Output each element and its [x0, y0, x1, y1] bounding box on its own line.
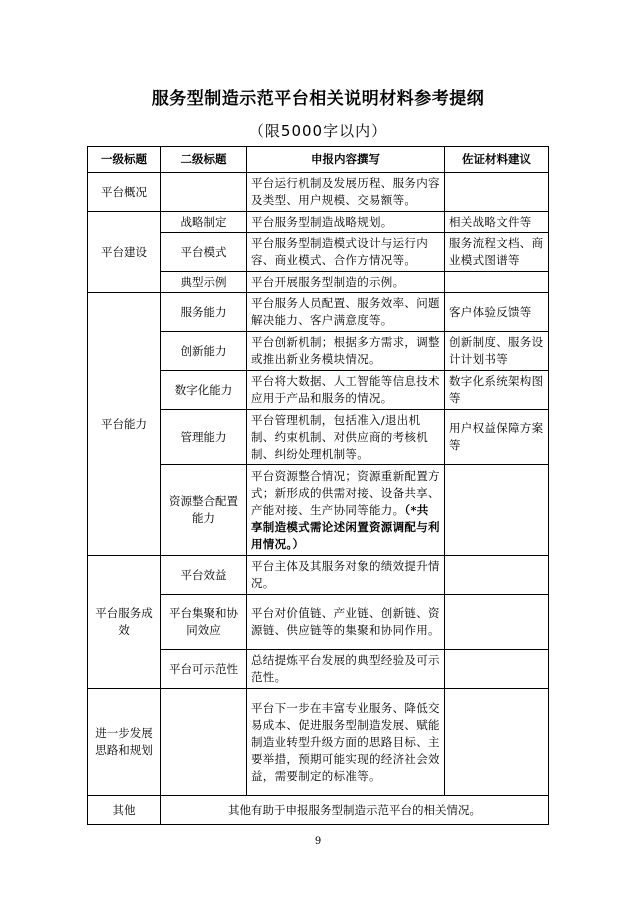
- page-title: 服务型制造示范平台相关说明材料参考提纲: [151, 89, 485, 109]
- page-subtitle: （限5000字以内）: [248, 122, 388, 140]
- content-cell: 平台运行机制及发展历程、服务内容及类型、用户规模、交易额等。: [247, 173, 445, 212]
- level1-cell: 平台能力: [88, 293, 161, 556]
- level2-cell: 平台集聚和协同效应: [161, 595, 247, 650]
- header-content: 申报内容撰写: [247, 147, 445, 173]
- level2-cell: 资源整合配置能力: [161, 465, 247, 556]
- level2-cell: 战略制定: [161, 212, 247, 233]
- content-cell: 平台下一步在丰富专业服务、降低交易成本、促进服务型制造发展、赋能制造业转型升级方面的思路目标、主要举措，预期可能实现的经济社会效益，需要制定的标准等。: [247, 689, 445, 796]
- table-row: [88, 689, 549, 796]
- content-cell: 平台服务型制造模式设计与运行内容、商业模式、合作方情况等。: [247, 233, 445, 272]
- table-row: [88, 293, 549, 332]
- resource-content: 平台资源整合情况；资源重新配置方式；新形成的供需对接、设备共享、产能对接、生产协同等能力。: [251, 468, 440, 517]
- content-cell: 平台主体及其服务对象的绩效提升情况。: [247, 556, 445, 595]
- content-cell: 总结提炼平台发展的典型经验及可示范性。: [247, 650, 445, 689]
- evidence-cell: [445, 465, 549, 556]
- evidence-cell: [445, 272, 549, 293]
- evidence-cell: 数字化系统架构图等: [445, 371, 549, 410]
- header-level2: 二级标题: [161, 147, 247, 173]
- table-row: [88, 173, 549, 212]
- level1-cell: 平台建设: [88, 212, 161, 293]
- shared-manufacturing-note: （*共享制造模式需论述闲置资源调配与利用情况。）: [251, 502, 440, 551]
- level2-cell: 管理能力: [161, 410, 247, 465]
- level2-cell: 平台可示范性: [161, 650, 247, 689]
- content-cell: 平台服务型制造战略规划。: [247, 212, 445, 233]
- content-cell: 平台对价值链、产业链、创新链、资源链、供应链等的集聚和协同作用。: [247, 595, 445, 650]
- evidence-cell: 客户体验反馈等: [445, 293, 549, 332]
- evidence-cell: [445, 650, 549, 689]
- content-cell: 平台开展服务型制造的示例。: [247, 272, 445, 293]
- evidence-cell: [445, 595, 549, 650]
- evidence-cell: 服务流程文档、商业模式图谱等: [445, 233, 549, 272]
- level1-cell: 平台概况: [88, 173, 161, 212]
- table-row: [88, 212, 549, 233]
- content-cell: 其他有助于申报服务型制造示范平台的相关情况。: [161, 796, 549, 825]
- evidence-cell: 相关战略文件等: [445, 212, 549, 233]
- outline-table: [87, 146, 549, 825]
- evidence-cell: [445, 689, 549, 796]
- evidence-cell: 用户权益保障方案等: [445, 410, 549, 465]
- content-cell: 平台将大数据、人工智能等信息技术应用于产品和服务的情况。: [247, 371, 445, 410]
- table-header-row: [88, 147, 549, 173]
- evidence-cell: [445, 556, 549, 595]
- level2-cell: 典型示例: [161, 272, 247, 293]
- table-row: [88, 796, 549, 825]
- level2-cell: 服务能力: [161, 293, 247, 332]
- header-level1: 一级标题: [88, 147, 161, 173]
- evidence-cell: [445, 173, 549, 212]
- header-evidence: 佐证材料建议: [445, 147, 549, 173]
- content-cell: 平台管理机制，包括准入/退出机制、约束机制、对供应商的考核机制、纠纷处理机制等。: [247, 410, 445, 465]
- level1-cell: 其他: [88, 796, 161, 825]
- level1-cell: 进一步发展思路和规划: [88, 689, 161, 796]
- level1-cell: 平台服务成效: [88, 556, 161, 689]
- level2-cell: 创新能力: [161, 332, 247, 371]
- level2-cell: [161, 173, 247, 212]
- level2-cell: 数字化能力: [161, 371, 247, 410]
- table-row: [88, 556, 549, 595]
- page-number: 9: [314, 836, 322, 847]
- content-cell: 平台创新机制；根据多方需求，调整或推出新业务模块情况。: [247, 332, 445, 371]
- level2-cell: [161, 689, 247, 796]
- level2-cell: 平台模式: [161, 233, 247, 272]
- level2-cell: 平台效益: [161, 556, 247, 595]
- content-cell: 平台服务人员配置、服务效率、问题解决能力、客户满意度等。: [247, 293, 445, 332]
- evidence-cell: 创新制度、服务设计计划书等: [445, 332, 549, 371]
- content-cell: [247, 465, 445, 556]
